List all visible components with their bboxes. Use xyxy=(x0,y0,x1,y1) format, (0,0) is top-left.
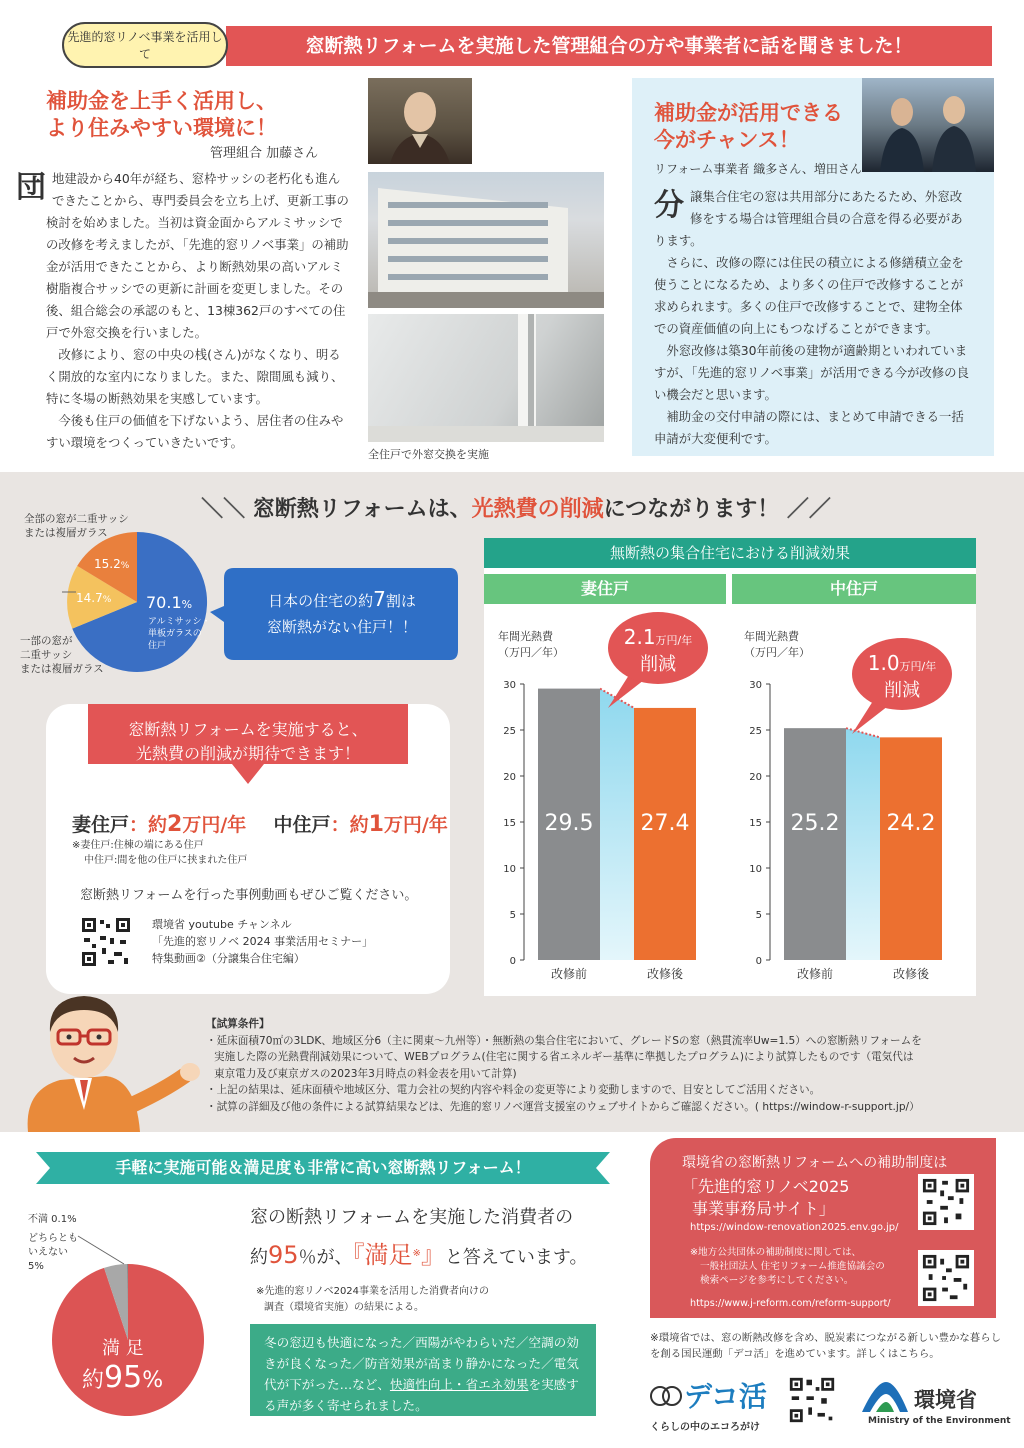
y-tick-label: 30 xyxy=(503,680,516,691)
y-tick-label: 20 xyxy=(503,772,516,783)
qr-code-reform-support[interactable] xyxy=(918,1250,974,1306)
left-story-heading: 補助金を上手く活用し、 より住みやすい環境に！ xyxy=(46,89,277,140)
qr-code-video[interactable] xyxy=(80,916,132,968)
y-tick-label: 30 xyxy=(749,680,762,691)
decokatsu-tagline: くらしの中のエコろがけ xyxy=(650,1422,760,1433)
chart-tab-middle-unit: 中住戸 xyxy=(732,574,976,604)
svg-text:デコ活: デコ活 xyxy=(684,1380,767,1413)
pie-leader-line xyxy=(78,1236,124,1264)
subsidy-site-url[interactable]: https://window-renovation2025.env.go.jp/ xyxy=(690,1222,899,1233)
bar-label-before: 29.5 xyxy=(544,811,594,836)
pie-pct-orange: 15.2% xyxy=(94,557,130,571)
bar-label-after: 27.4 xyxy=(640,811,690,836)
satisfaction-note: ※先進的窓リノベ2024事業を活用した消費者向けの 調査（環境省実施）の結果による。 xyxy=(256,1286,490,1313)
y-tick-label: 25 xyxy=(503,726,516,737)
video-description: 環境省 youtube チャンネル 「先進的窓リノベ 2024 事業活用セミナー」 特集動画②（分譲集合住宅編） xyxy=(152,918,374,965)
chart-tab-end-unit: 妻住戸 xyxy=(484,574,726,604)
pie-label-partial-double: 一部の窓が 二重サッシ または複層ガラス xyxy=(20,635,104,675)
pie-desc-line3: 住戸 xyxy=(148,641,167,651)
cost-section-heading: ＼＼ 窓断熱リフォームは、光熱費の削減につながります！ ／／ xyxy=(201,497,831,522)
y-tick-label: 10 xyxy=(503,864,516,875)
callout-line2: 窓断熱がない住戸！！ xyxy=(266,618,418,636)
pie-desc-line2: 単板ガラスの xyxy=(148,629,202,639)
y-axis-unit: （万円／年） xyxy=(744,646,810,659)
interview-banner: 窓断熱リフォームを実施した管理組合の方や事業者に話を聞きました！ xyxy=(226,26,992,66)
y-tick-label: 0 xyxy=(755,956,762,967)
section-tag: 先進的窓リノベ事業を活用して xyxy=(62,22,228,68)
callout-line1: 日本の住宅の約7割は xyxy=(268,587,416,611)
y-axis-label: 年間光熱費 xyxy=(498,630,553,643)
reduction-gradient xyxy=(600,689,634,960)
saving-word: 削減 xyxy=(640,654,676,675)
pie-pct-main: 70.1% xyxy=(146,593,193,612)
benefit-banner-text: 窓断熱リフォームを実施すると、 光熱費の削減が期待できます！ xyxy=(128,720,368,763)
photo-caption: 全住戸で外窓交換を実施 xyxy=(368,448,489,461)
savings-amounts: 妻住戸：約2万円/年 中住戸：約1万円/年 xyxy=(72,812,448,837)
pie-pct-yellow: 14.7% xyxy=(76,591,112,605)
photo-apartment-building xyxy=(368,172,604,308)
saving-amount: 2.1万円/年 xyxy=(623,625,693,649)
decokatsu-note: ※環境省では、窓の断熱改修を含め、脱炭素につながる新しい豊かな暮らしを創る国民運動「デコ活」を進めています。詳しくはこちら。 xyxy=(650,1332,1001,1360)
right-story-heading: 補助金が活用できる 今がチャンス！ xyxy=(654,101,843,152)
y-tick-label: 5 xyxy=(755,910,762,921)
y-axis-unit: （万円／年） xyxy=(498,646,564,659)
savings-notes: ※妻住戸:住棟の端にある住戸 中住戸:間を他の住戸に挟まれた住戸 xyxy=(72,840,248,866)
right-story-body: 分譲集合住宅の窓は共用部分にあたるため、外窓改修をする場合は管理組合員の合意を得る必要があります。 さらに、改修の際には住民の積立による修繕積立金を使うことになるため、より多くの住戸で改修することが求められます。多くの住戸で改修することで、建物全体での資産価値の向上にもつなげることができます。 外窓改修は築30年前後の建物が適齢期といわれていますが、「先進的窓リノベ事業」が活用できる今が改修の良い機会だと思います。 補助金の交付申請の際には、まとめて申請できる一括申請が大変便利です。 xyxy=(654,188,969,446)
subsidy-site-name: 「先進的窓リノベ2025 事業事務局サイト」 xyxy=(682,1177,850,1218)
ministry-name-ja: 環境省 xyxy=(914,1388,977,1412)
pie-label-neutral: どちらとも いえない 5% xyxy=(28,1233,78,1272)
y-tick-label: 15 xyxy=(749,818,762,829)
satisfaction-banner: 手軽に実施可能＆満足度も非常に高い窓断熱リフォーム！ xyxy=(115,1158,531,1177)
y-tick-label: 25 xyxy=(749,726,762,737)
x-tick-label: 改修後 xyxy=(646,967,684,981)
y-axis-label: 年間光熱費 xyxy=(744,630,799,643)
callout-seventy-percent xyxy=(210,566,460,662)
saving-amount: 1.0万円/年 xyxy=(867,651,937,675)
window-insulation-pie xyxy=(62,532,212,672)
video-intro-text: 窓断熱リフォームを行った事例動画もぜひご覧ください。 xyxy=(80,888,418,903)
bar-label-before: 25.2 xyxy=(790,811,840,836)
x-tick-label: 改修前 xyxy=(796,967,834,981)
satisfaction-statement: 窓の断熱リフォームを実施した消費者の 約95％が、『満足※』と答えています。 xyxy=(250,1207,588,1269)
reduction-gradient xyxy=(846,728,880,960)
subsidy-local-note: ※地方公共団体の補助制度に関しては、 一般社団法人 住宅リフォーム推進協議会の 検索ページを参考にしてください。 xyxy=(690,1247,885,1286)
pie-label-satisfied: 満 足 xyxy=(102,1338,144,1359)
pie-label-satisfied-pct: 約95% xyxy=(82,1360,164,1395)
bar-before xyxy=(784,728,846,960)
pie-label-dissatisfied: 不満 0.1% xyxy=(28,1214,77,1225)
photo-window-frame xyxy=(368,314,604,442)
calculation-conditions: 【試算条件】 ・延床面積70㎡の3LDK、地域区分6（主に関東〜九州等）・無断熱の集合住宅において、グレードSの窓（熱貫流率Uw=1.5）への窓断熱リフォームを 実施した際の光熱費削減効果について、WEBプログラム(住宅に関する省エネルギー基準に準拠したプログラム)により試算したものです（電気代は 東京電力及び東京ガスの2023年3月時点の料金表を用いて計算) ・上記の結果は、延床面積や地域区分、電力会社の契約内容や料金の変更等により変動しますので、目安としてご活用ください。 ・試算の詳細及び他の条件による試算結果などは、先進的窓リノベ運営支援室のウェブサイトからご確認ください。( https://window-r-support.jp/） xyxy=(206,1018,922,1113)
x-tick-label: 改修前 xyxy=(550,967,588,981)
x-tick-label: 改修後 xyxy=(892,967,930,981)
customer-voices: 冬の窓辺も快適になった／西陽がやわらいだ／空調の効きが良くなった／防音効果が高まり静かになった／電気代が下がった…など、快適性向上・省エネ効果を実感する声が多く寄せられました。 xyxy=(250,1324,596,1416)
pie-desc-line1: アルミサッシ・ xyxy=(148,617,211,627)
dropcap: 団 xyxy=(16,170,46,205)
photo-kato xyxy=(368,78,472,164)
y-tick-label: 5 xyxy=(509,910,516,921)
photo-contractors xyxy=(862,78,994,172)
bar-label-after: 24.2 xyxy=(886,811,936,836)
qr-code-subsidy-site[interactable] xyxy=(918,1174,974,1230)
mascot-presenter-illustration xyxy=(14,980,204,1132)
y-tick-label: 0 xyxy=(509,956,516,967)
ministry-name-en: Ministry of the Environment xyxy=(868,1416,1011,1426)
y-tick-label: 15 xyxy=(503,818,516,829)
left-story-body: 団地建設から40年が経ち、窓枠サッシの老朽化も進んできたことから、専門委員会を立ち上げ、更新工事の検討を始めました。当初は資金面からアルミサッシでの改修を考えましたが、「先進的窓リノベ事業」の補助金が活用できたことから、より断熱効果の高いアルミ樹脂複合サッシでの更新に計画を変更しました。その後、組合総会の承認のもと、13棟362戸のすべての住戸で外窓交換を行いました。 改修により、窓の中央の桟(さん)がなくなり、明るく開放的な室内になりました。また、隙間風も減り、特に冬場の断熱効果を実感しています。 今後も住戸の価値を下げないよう、居住者の住みやすい環境をつくっていきたいです。 xyxy=(16,170,349,450)
decokatsu-logo xyxy=(648,1376,784,1418)
y-tick-label: 20 xyxy=(749,772,762,783)
chart-title: 無断熱の集合住宅における削減効果 xyxy=(484,538,976,568)
pie-label-full-double: 全部の窓が二重サッシ または複層ガラス xyxy=(24,513,129,539)
savings-bar-chart xyxy=(484,604,976,996)
saving-word: 削減 xyxy=(884,680,920,701)
right-story-person: リフォーム事業者 織多さん、増田さん xyxy=(654,162,862,176)
bar-after xyxy=(880,737,942,960)
subsidy-title: 環境省の窓断熱リフォームへの補助制度は xyxy=(682,1155,948,1171)
ministry-environment-logo-icon xyxy=(860,1378,910,1414)
y-tick-label: 10 xyxy=(749,864,762,875)
dropcap: 分 xyxy=(654,188,684,223)
left-story-person: 管理組合 加藤さん xyxy=(210,146,319,161)
qr-code-decokatsu[interactable] xyxy=(788,1376,836,1424)
reform-support-url[interactable]: https://www.j-reform.com/reform-support/ xyxy=(690,1298,891,1309)
